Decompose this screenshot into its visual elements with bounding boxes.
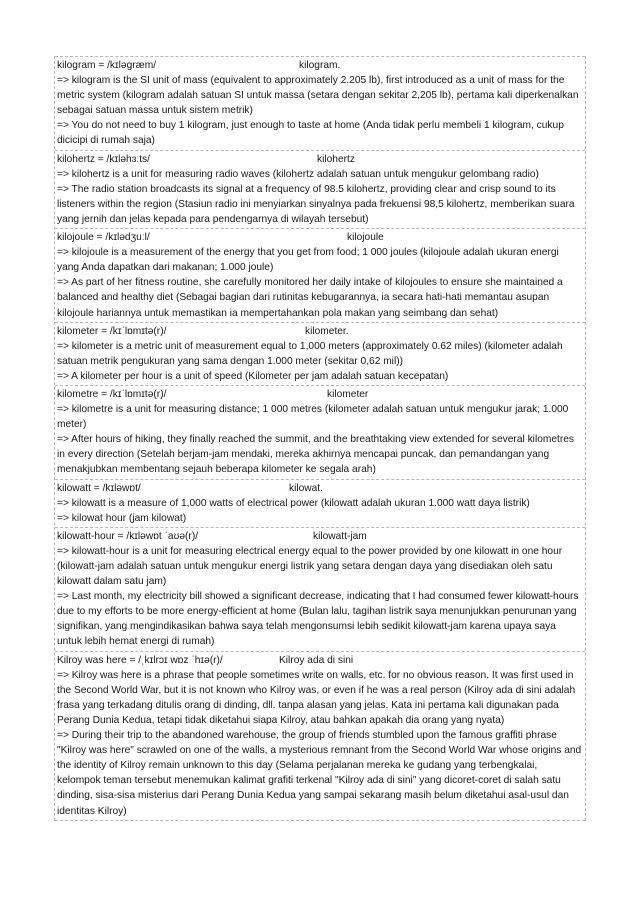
entry-term: kilometer = /kɪˈlɒmɪtə(r)/	[57, 325, 167, 337]
entry-head	[57, 529, 583, 544]
entry-kilowatt-hour	[55, 527, 585, 651]
entry-translation: kilohertz	[317, 153, 355, 165]
entry-term: kilometre = /kɪˈlɒmɪtə(r)/	[57, 388, 167, 400]
entry-line: => kilowatt-hour is a unit for measuring electrical energy equal to the power provided by one kilowatt in one hour (kilowatt-jam adalah satuan untuk mengukur energi listrik yang setara dengan daya yang disediakan oleh satu kilowatt dalam satu jam)	[57, 545, 563, 588]
entry-head	[57, 387, 583, 402]
entry-head	[57, 58, 583, 73]
entry-term: kilowatt = /kɪləwɒt/	[57, 482, 141, 494]
entry-head	[57, 152, 583, 167]
entry-translation: Kilroy ada di sini	[279, 654, 354, 666]
entry-line: => As part of her fitness routine, she carefully monitored her daily intake of kilojoules to ensure she maintained a balanced and healthy diet (Sebagai bagian dari rutinitas kebugarannya, ia secara hati-hati memantau asupan kilojoule hariannya untuk memastikan ia mempertahankan pola makan yang seimbang dan sehat)	[57, 277, 563, 319]
entry-line: => kilowatt is a measure of 1,000 watts of electrical power (kilowatt adalah ukuran 1.000 watt daya listrik)	[57, 497, 530, 509]
entry-translation: kilogram.	[299, 60, 341, 71]
entry-translation: kilowat.	[289, 482, 323, 494]
entry-translation: kilojoule	[347, 232, 384, 244]
entry-kilowatt	[55, 479, 585, 527]
entry-head	[57, 653, 583, 668]
entry-line: => During their trip to the abandoned warehouse, the group of friends stumbled upon the famous graffiti phrase "Kilroy was here" scrawled on one of the walls, a mysterious remnant from the Second World War whose origins and the identity of Kilroy remain unknown to this day (Selama perjalanan mereka ke gudang yang terbengkalai, kelompok teman tersebut menemukan kalimat grafiti terkenal "Kilroy ada di sini" yang dicoret-coret di salah satu dinding, sisa-sisa misterius dari Perang Dunia Kedua yang sampai sekarang masih belum diketahui asal-usul dan identitas Kilroy)	[57, 730, 582, 817]
entry-translation: kilowatt-jam	[313, 530, 367, 542]
entry-head	[57, 230, 583, 245]
entry-line: => Kilroy was here is a phrase that people sometimes write on walls, etc. for no obvious reason. It was first used in the Second World War, but it is not known who Kilroy was, or even if he was a real person (Kilroy ada di sini adalah frasa yang terkadang ditulis orang di dinding, dll. tanpa alasan yang jelas. Kata ini pertama kali digunakan pada Perang Dunia Kedua, tetapi tidak diketahui siapa Kilroy, atau bahkan apakah dia orang yang nyata)	[57, 669, 576, 726]
entry-kilohertz	[55, 150, 585, 228]
entry-line: => kilojoule is a measurement of the energy that you get from food; 1 000 joules (kilojoule adalah ukuran energi yang Anda dapatkan dari makanan; 1.000 joule)	[57, 247, 559, 274]
entry-line: => kilometre is a unit for measuring distance; 1 000 metres (kilometer adalah satuan untuk mengukur jarak; 1.000 meter)	[57, 404, 569, 431]
entry-head	[57, 481, 583, 496]
entry-term: kilogram = /kɪləɡræm/	[57, 60, 157, 71]
entry-kilometre	[55, 385, 585, 479]
entry-kilroy-was-here	[55, 651, 585, 821]
entry-line: => kilometer is a metric unit of measurement equal to 1,000 meters (approximately 0.62 miles) (kilometer adalah satuan metrik pengukuran yang sama dengan 1.000 meter (sekitar 0,62 mil))	[57, 340, 563, 367]
entry-term: kilowatt-hour = /kɪləwɒt ˈaʊə(r)/	[57, 530, 199, 542]
entry-term: kilojoule = /kɪlədʒuːl/	[57, 232, 150, 244]
entry-line: => The radio station broadcasts its signal at a frequency of 98.5 kilohertz, providing clear and crisp sound to its listeners within the region (Stasiun radio ini menyiarkan sinyalnya pada frekuensi 98,5 kilohertz, memberikan suara yang jernih dan jelas kepada para pendengarnya di wilayah tersebut)	[57, 183, 575, 225]
entry-line: => kilogram is the SI unit of mass (equivalent to approximately 2.205 lb), first introduced as a unit of mass for the metric system (kilogram adalah satuan SI untuk massa (setara dengan sekitar 2,205 lb), pertama kali diperkenalkan sebagai satuan massa untuk sistem metrik)	[57, 75, 579, 117]
entry-line: => After hours of hiking, they finally reached the summit, and the breathtaking view extended for several kilometres in every direction (Setelah berjam-jam mendaki, mereka akhirnya mencapai puncak, dan pemandangan yang menakjubkan membentang sejauh beberapa kilometer ke segala arah)	[57, 434, 575, 476]
entry-kilojoule	[55, 228, 585, 322]
entry-line: => Last month, my electricity bill showed a significant decrease, indicating that I had consumed fewer kilowatt-hours due to my efforts to be more energy-efficient at home (Bulan lalu, tagihan listrik saya menunjukkan penurunan yang signifikan, yang mengindikasikan bahwa saya telah mengonsumsi lebih sedikit kilowatt-jam karena upaya saya untuk lebih hemat energi di rumah)	[57, 591, 579, 648]
entry-translation: kilometer	[327, 388, 369, 400]
dictionary-table	[54, 56, 586, 821]
entry-line: => You do not need to buy 1 kilogram, just enough to taste at home (Anda tidak perlu membeli 1 kilogram, cukup dicicipi di rumah saja)	[57, 120, 564, 147]
entry-head	[57, 324, 583, 339]
entry-line: => kilohertz is a unit for measuring radio waves (kilohertz adalah satuan untuk mengukur gelombang radio)	[57, 168, 539, 180]
entry-translation: kilometer.	[305, 325, 349, 337]
entry-line: => kilowat hour (jam kilowat)	[57, 512, 187, 524]
entry-kilogram	[55, 56, 585, 150]
entry-kilometer	[55, 322, 585, 385]
entry-line: => A kilometer per hour is a unit of speed (Kilometer per jam adalah satuan kecepatan)	[57, 370, 449, 382]
entry-term: Kilroy was here = /ˌkɪlrɔɪ wɒz ˈhɪə(r)/	[57, 654, 223, 666]
entry-term: kilohertz = /kɪləhɜːts/	[57, 153, 150, 165]
